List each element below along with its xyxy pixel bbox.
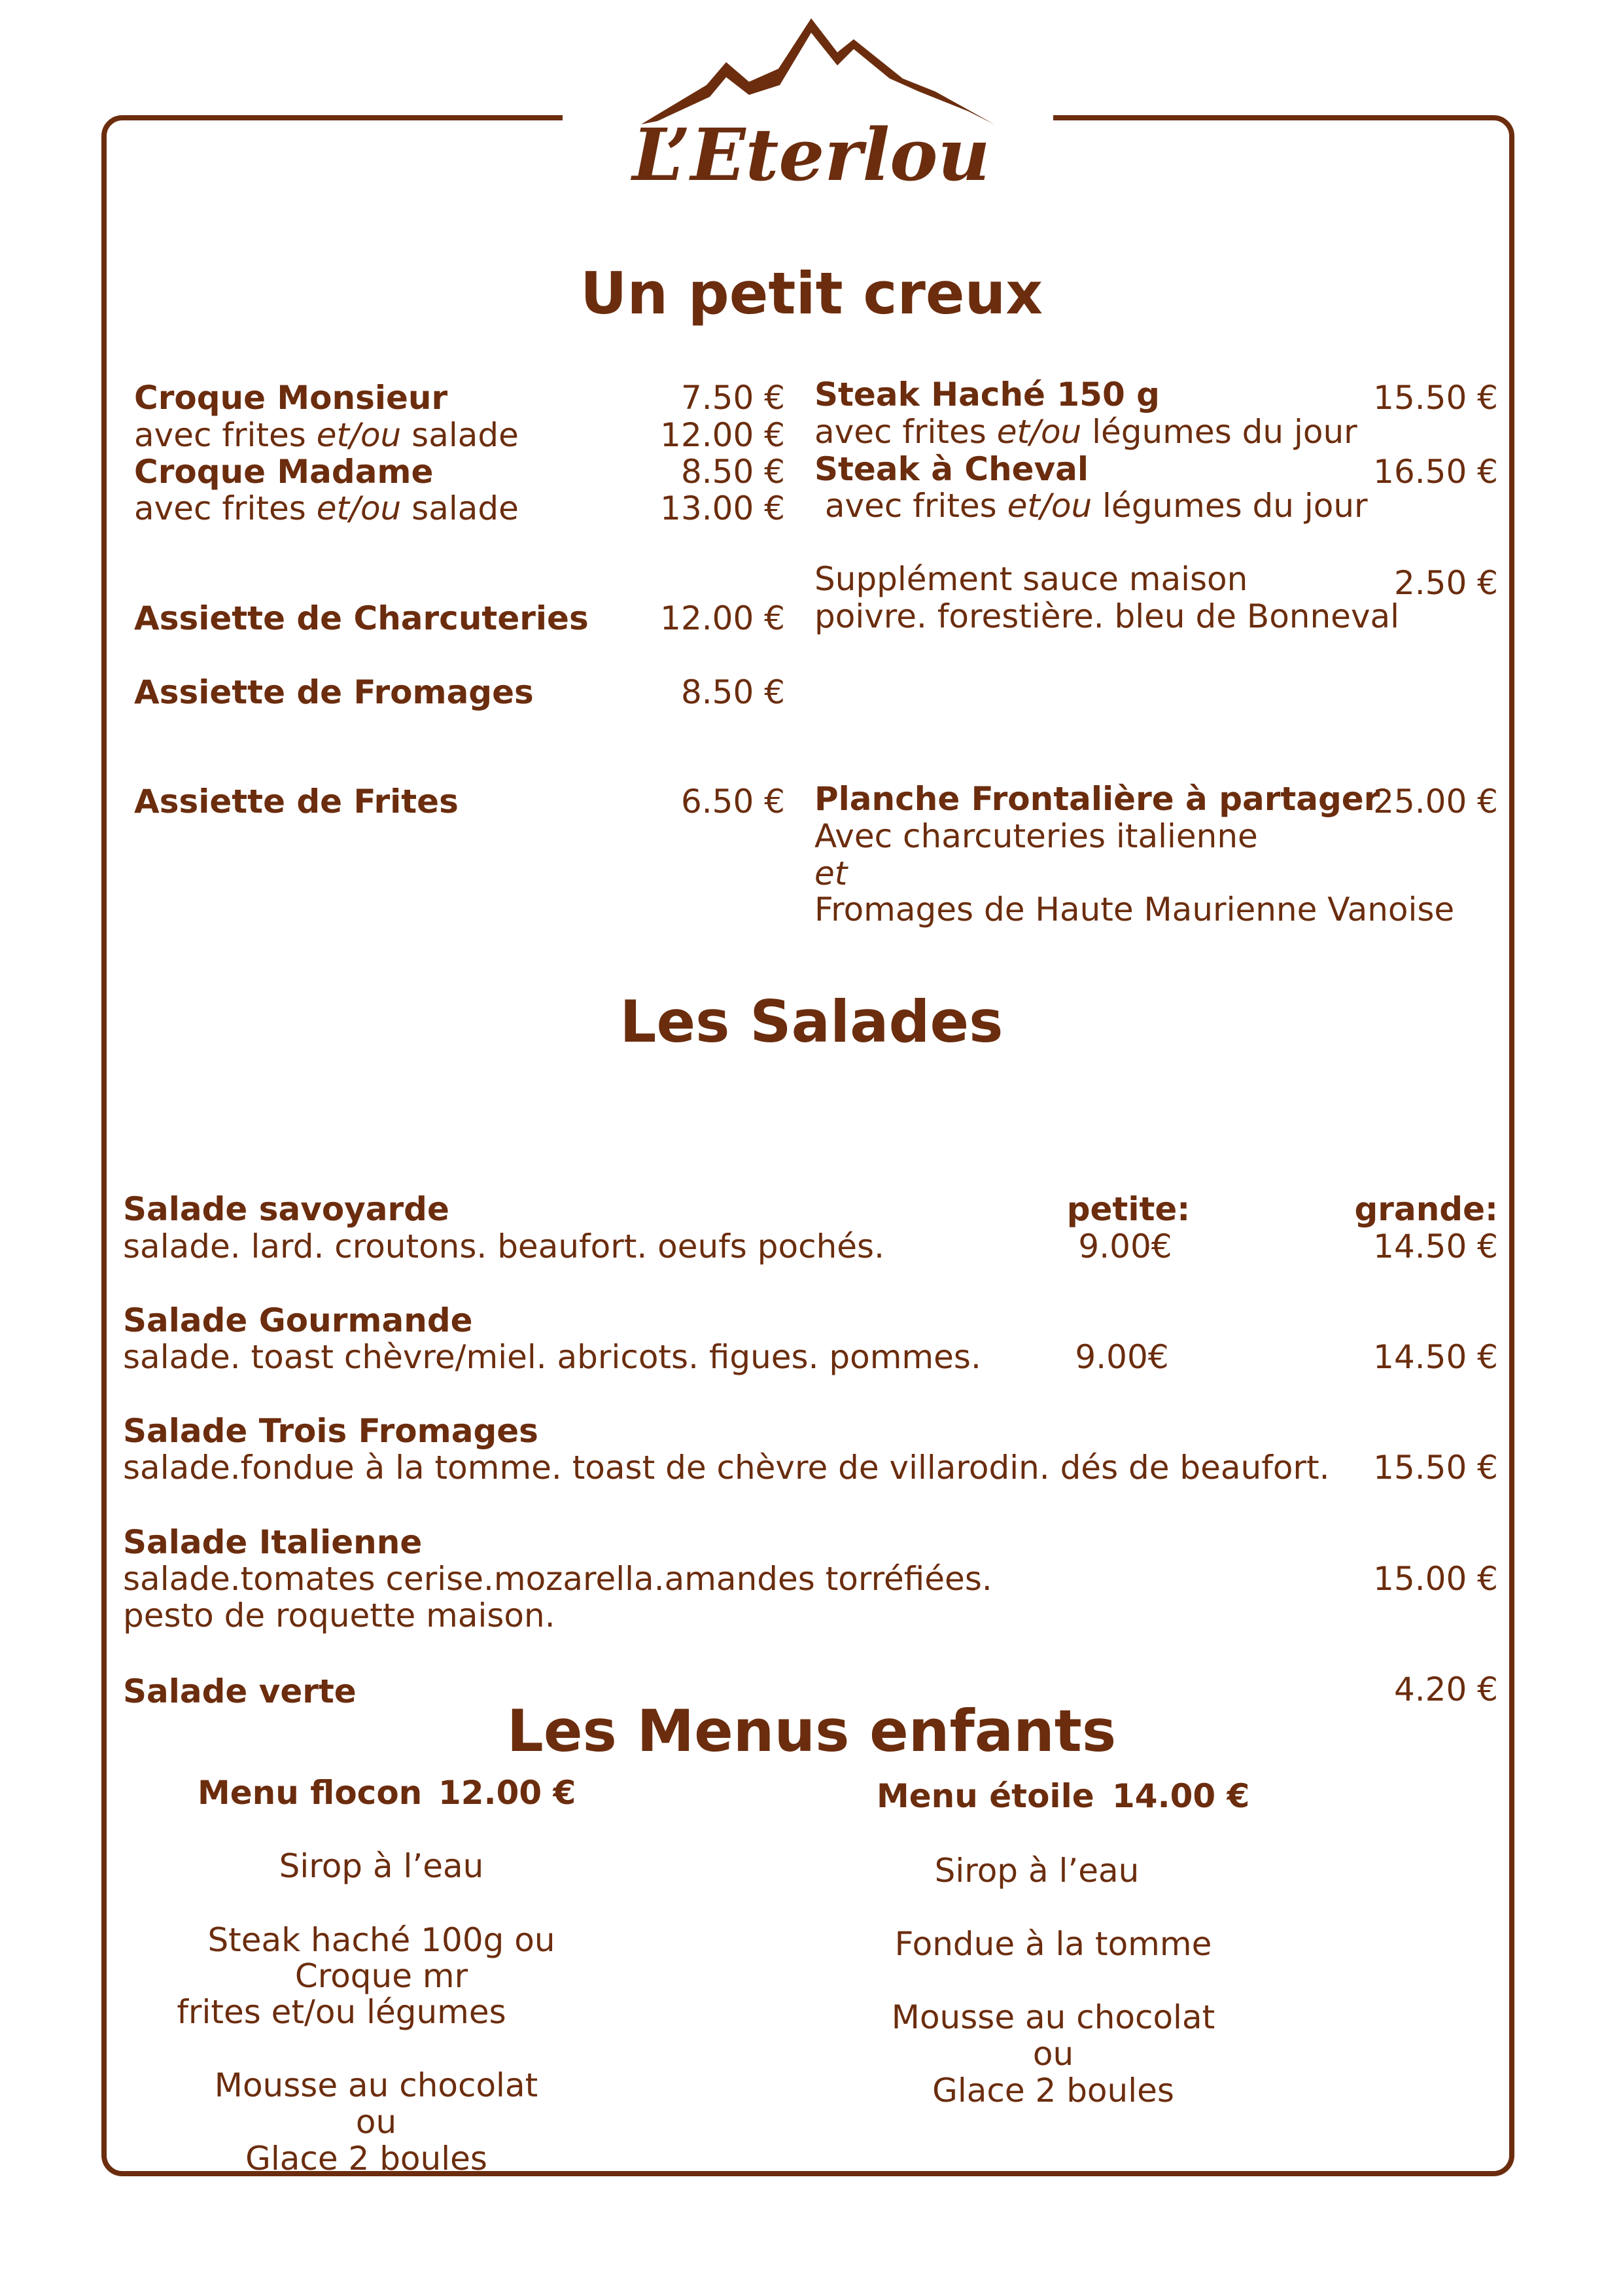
salade-name-gourmande: Salade Gourmande: [123, 1301, 473, 1339]
menu-etoile-name: Menu étoile: [877, 1777, 1094, 1815]
item-desc-price-croque-madame: 13.00 €: [660, 489, 785, 527]
salade-large-price-italienne: 15.00 €: [1373, 1560, 1498, 1598]
salade-desc-trois-fromages: salade.fondue à la tomme. toast de chèvre de villarodin. dés de beaufort.: [123, 1449, 1330, 1487]
item-desc-steak-hache: avec frites et/ou légumes du jour: [814, 413, 1357, 451]
item-desc-croque-madame: avec frites et/ou salade: [134, 489, 519, 527]
menu-etoile-main: Fondue à la tomme: [894, 1925, 1212, 1963]
salade-desc-italienne: salade.tomates cerise.mozarella.amandes torréfiées.: [123, 1560, 992, 1598]
menu-flocon-dessert-line3: Glace 2 boules: [245, 2140, 487, 2178]
menu-flocon-main-line3: frites et/ou légumes: [177, 1993, 506, 2031]
mountain-logo: [628, 13, 994, 190]
item-name-croque-monsieur: Croque Monsieur: [134, 379, 448, 417]
menu-etoile-dessert-line3: Glace 2 boules: [932, 2072, 1174, 2110]
menu-flocon-dessert-line1: Mousse au chocolat: [214, 2066, 538, 2104]
mountain-outline: [641, 18, 994, 124]
salade-desc-savoyarde: salade. lard. croutons. beaufort. oeufs pochés.: [123, 1227, 884, 1265]
item-price-steak-hache: 15.50 €: [1373, 379, 1498, 417]
salade-large-price-trois-fromages: 15.50 €: [1373, 1449, 1498, 1487]
item-name-steak-hache: Steak Haché 150 g: [814, 376, 1160, 414]
menu-flocon-main-line1: Steak haché 100g ou: [207, 1921, 555, 1959]
item-price-assiette-frites: 6.50 €: [680, 783, 785, 821]
section-title-salades: Les Salades: [620, 988, 1003, 1055]
item-name-planche-frontaliere: Planche Frontalière à partager: [814, 780, 1380, 818]
salade-desc2-italienne: pesto de roquette maison.: [123, 1597, 555, 1634]
planche-desc-line1: Avec charcuteries italienne: [814, 817, 1258, 855]
item-price-assiette-charcuteries: 12.00 €: [660, 599, 785, 637]
item-desc-price-croque-monsieur: 12.00 €: [660, 416, 785, 454]
item-name-assiette-charcuteries: Assiette de Charcuteries: [134, 599, 589, 637]
planche-desc-line3: Fromages de Haute Maurienne Vanoise: [814, 891, 1455, 928]
item-price-steak-cheval: 16.50 €: [1373, 453, 1498, 491]
menu-etoile-price: 14.00 €: [1112, 1777, 1250, 1815]
logo-wordmark: L’Eterlou: [632, 113, 990, 190]
salade-name-verte: Salade verte: [123, 1672, 357, 1710]
item-desc-steak-cheval: avec frites et/ou légumes du jour: [814, 487, 1368, 525]
item-price-planche-frontaliere: 25.00 €: [1373, 783, 1498, 821]
supplement-sauce-price: 2.50 €: [1393, 564, 1498, 602]
section-title-enfants: Les Menus enfants: [506, 1697, 1117, 1765]
menu-etoile-drink: Sirop à l’eau: [934, 1852, 1140, 1890]
salades-col-petite: petite:: [1066, 1190, 1191, 1228]
menu-flocon-drink: Sirop à l’eau: [279, 1847, 484, 1885]
menu-flocon-dessert-line2: ou: [355, 2103, 397, 2141]
menu-flocon-name: Menu flocon: [198, 1774, 423, 1812]
salade-name-savoyarde: Salade savoyarde: [123, 1190, 449, 1228]
salade-small-price-gourmande: 9.00€: [1075, 1338, 1169, 1376]
salade-name-italienne: Salade Italienne: [123, 1523, 423, 1561]
menu-flocon-price: 12.00 €: [438, 1774, 576, 1812]
item-name-steak-cheval: Steak à Cheval: [814, 450, 1089, 488]
item-price-croque-madame: 8.50 €: [680, 453, 785, 491]
salade-name-trois-fromages: Salade Trois Fromages: [123, 1412, 538, 1450]
supplement-sauce-line1: Supplément sauce maison: [814, 560, 1248, 598]
section-title-petit-creux: Un petit creux: [580, 260, 1043, 327]
menu-flocon-main-line2: Croque mr: [294, 1957, 468, 1995]
supplement-sauce-line2: poivre. forestière. bleu de Bonneval: [814, 597, 1400, 635]
item-price-croque-monsieur: 7.50 €: [680, 379, 785, 417]
salade-desc-gourmande: salade. toast chèvre/miel. abricots. figues. pommes.: [123, 1338, 981, 1376]
item-desc-croque-monsieur: avec frites et/ou salade: [134, 416, 519, 454]
item-name-croque-madame: Croque Madame: [134, 453, 434, 491]
menu-etoile-dessert-line1: Mousse au chocolat: [891, 1998, 1215, 2036]
salades-col-grande: grande:: [1354, 1190, 1498, 1228]
salade-large-price-verte: 4.20 €: [1393, 1670, 1498, 1708]
salade-large-price-savoyarde: 14.50 €: [1373, 1227, 1498, 1265]
item-price-assiette-fromages: 8.50 €: [680, 673, 785, 711]
item-name-assiette-frites: Assiette de Frites: [134, 783, 459, 821]
planche-desc-line2: et: [814, 855, 848, 892]
item-name-assiette-fromages: Assiette de Fromages: [134, 673, 534, 711]
menu-etoile-dessert-line2: ou: [1032, 2035, 1074, 2073]
salade-large-price-gourmande: 14.50 €: [1373, 1338, 1498, 1376]
salade-small-price-savoyarde: 9.00€: [1078, 1227, 1172, 1265]
